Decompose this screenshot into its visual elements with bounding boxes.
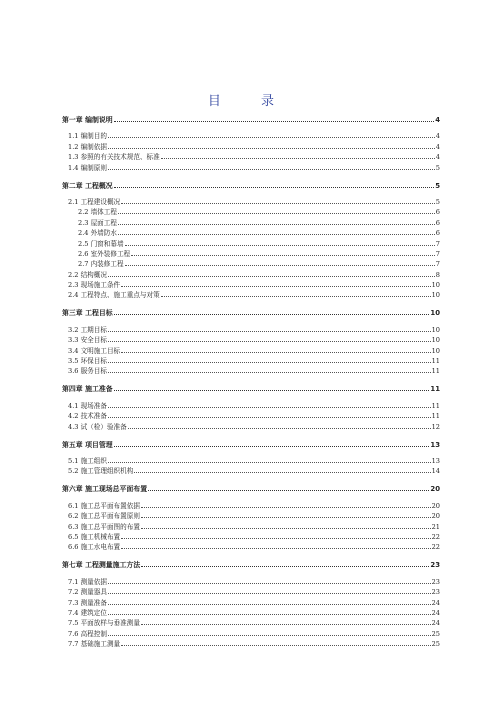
toc-entry-label: 6.6 施工水电布置 — [68, 543, 121, 552]
toc-section-entry[interactable] — [62, 151, 440, 161]
toc-chapter-entry[interactable] — [62, 481, 440, 493]
toc-dot-leader — [114, 314, 430, 315]
toc-section-entry[interactable] — [62, 334, 440, 344]
toc-section-entry[interactable] — [62, 586, 440, 596]
toc-entry-label: 第一章 编制说明 — [62, 116, 113, 124]
toc-page-number: 10 — [431, 291, 440, 300]
toc-dot-leader — [108, 169, 435, 170]
toc-entry-label: 3.4 文明施工目标 — [68, 346, 121, 355]
toc-page-number: 20 — [430, 485, 440, 494]
toc-dot-leader — [148, 490, 429, 491]
toc-page-number: 22 — [431, 532, 440, 541]
toc-page-number: 20 — [431, 512, 440, 521]
toc-entry-label: 7.3 测量准备 — [68, 598, 107, 607]
toc-page-number: 20 — [431, 501, 440, 510]
toc-section-entry[interactable] — [62, 510, 440, 520]
toc-entry-label: 5.1 施工组织 — [68, 456, 107, 465]
toc-dot-leader — [108, 604, 431, 605]
toc-entry-label: 2.6 室外装修工程 — [78, 249, 131, 258]
toc-dot-leader — [114, 121, 435, 122]
toc-dot-leader — [121, 203, 435, 204]
toc-chapter-entry[interactable] — [62, 178, 440, 190]
toc-section-entry[interactable] — [62, 617, 440, 627]
toc-dot-leader — [108, 417, 431, 418]
toc-entry-label: 7.6 高程控制 — [68, 629, 107, 638]
toc-dot-leader — [118, 224, 435, 225]
toc-entry-label: 2.2 墙体工程 — [78, 208, 117, 217]
toc-dot-leader — [118, 234, 435, 235]
toc-page-number: 11 — [431, 367, 440, 376]
toc-section-entry[interactable] — [62, 140, 440, 150]
toc-page-number: 24 — [431, 619, 440, 628]
toc-entry-label: 4.1 现场准备 — [68, 401, 107, 410]
toc-entry-label: 6.2 施工总平面布置原则 — [68, 512, 140, 521]
toc-dot-leader — [125, 265, 435, 266]
toc-entry-label: 1.2 编制依据 — [68, 142, 107, 151]
toc-page-number: 7 — [435, 260, 440, 269]
toc-page-number: 7 — [435, 239, 440, 248]
toc-page-number: 10 — [430, 309, 440, 318]
toc-page-number: 23 — [431, 588, 440, 597]
toc-entry-label: 7.4 建筑定位 — [68, 608, 107, 617]
toc-page-number: 5 — [435, 197, 440, 206]
toc-section-entry[interactable] — [62, 638, 440, 648]
toc-page-number: 11 — [431, 357, 440, 366]
toc-section-entry[interactable] — [62, 455, 440, 465]
toc-entry-label: 第五章 项目管理 — [62, 440, 113, 449]
toc-page-number: 4 — [435, 142, 440, 151]
toc-dot-leader — [108, 614, 431, 615]
toc-page-number: 6 — [435, 229, 440, 238]
toc-entry-label: 第二章 工程概况 — [62, 181, 113, 190]
toc-page-number: 5 — [435, 181, 440, 190]
toc-section-entry[interactable] — [62, 237, 440, 247]
toc-dot-leader — [118, 213, 435, 214]
toc-dot-leader — [108, 341, 431, 342]
toc-page-number: 13 — [431, 456, 440, 465]
toc-dot-leader — [114, 390, 430, 391]
toc-section-entry[interactable] — [62, 355, 440, 365]
toc-section-entry[interactable] — [62, 465, 440, 475]
toc-section-entry[interactable] — [62, 541, 440, 551]
toc-section-entry[interactable] — [62, 596, 440, 606]
toc-entry-label: 6.5 施工机械布置 — [68, 532, 121, 541]
toc-dot-leader — [141, 566, 429, 567]
toc-entry-label: 2.3 屋面工程 — [78, 218, 117, 227]
toc-section-entry[interactable] — [62, 399, 440, 409]
toc-section-entry[interactable] — [62, 420, 440, 430]
toc-section-entry[interactable] — [62, 531, 440, 541]
toc-page-number: 8 — [435, 270, 440, 279]
toc-dot-leader — [108, 148, 435, 149]
toc-page-number: 22 — [431, 543, 440, 552]
toc-page-number: 24 — [431, 598, 440, 607]
toc-entry-label: 第六章 施工现场总平面布置 — [62, 485, 148, 494]
toc-entry-label: 2.7 内装修工程 — [78, 260, 124, 269]
toc-entry-label: 7.1 测量依据 — [68, 577, 107, 586]
toc-page-number: 23 — [430, 561, 440, 570]
toc-dot-leader — [121, 286, 430, 287]
toc-dot-leader — [108, 331, 431, 332]
toc-dot-leader — [121, 548, 430, 549]
toc-section-entry[interactable] — [62, 130, 440, 140]
toc-section-entry[interactable] — [62, 206, 440, 216]
toc-dot-leader — [108, 276, 435, 277]
toc-page-number: 25 — [431, 629, 440, 638]
toc-entry-label: 4.2 技术准备 — [68, 412, 107, 421]
toc-dot-leader — [141, 517, 431, 518]
toc-dot-leader — [108, 137, 435, 138]
toc-page-number: 10 — [431, 346, 440, 355]
toc-section-entry[interactable] — [62, 161, 440, 171]
toc-dot-leader — [108, 372, 431, 373]
toc-page-number: 23 — [431, 577, 440, 586]
toc-dot-leader — [108, 362, 431, 363]
toc-entry-label: 1.1 编制目的 — [68, 132, 107, 141]
toc-entry-label: 第四章 施工准备 — [62, 385, 113, 394]
toc-section-entry[interactable] — [62, 365, 440, 375]
toc-page-number: 4 — [435, 116, 440, 124]
toc-page-number: 5 — [435, 163, 440, 172]
toc-section-entry[interactable] — [62, 323, 440, 333]
toc-entry-label: 第七章 工程测量施工方法 — [62, 561, 141, 570]
toc-chapter-entry[interactable] — [62, 557, 440, 569]
toc-entry-label: 5.2 施工管理组织机构 — [68, 467, 134, 476]
toc-dot-leader — [108, 462, 431, 463]
toc-page-number: 11 — [431, 412, 440, 421]
toc-dot-leader — [141, 528, 431, 529]
toc-entry-label: 6.1 施工总平面布置依据 — [68, 501, 140, 510]
toc-page-number: 6 — [435, 218, 440, 227]
toc-section-entry[interactable] — [62, 258, 440, 268]
toc-chapter-entry[interactable] — [62, 437, 440, 449]
toc-dot-leader — [161, 158, 435, 159]
toc-entry-label: 2.5 门窗和幕墙 — [78, 239, 124, 248]
toc-dot-leader — [121, 352, 430, 353]
toc-page-number: 11 — [431, 401, 440, 410]
toc-dot-leader — [108, 635, 431, 636]
toc-dot-leader — [134, 472, 430, 473]
toc-entry-label: 7.7 基础施工测量 — [68, 640, 121, 649]
toc-entry-label: 6.3 施工总平面图的布置 — [68, 522, 140, 531]
toc-page-number: 10 — [431, 281, 440, 290]
toc-section-entry[interactable] — [62, 248, 440, 258]
toc-page-number: 11 — [430, 385, 440, 394]
toc-page-number: 13 — [430, 440, 440, 449]
toc-dot-leader — [131, 255, 435, 256]
toc-page-number: 4 — [435, 132, 440, 141]
toc-page-number: 12 — [431, 422, 440, 431]
table-of-contents — [62, 112, 440, 648]
toc-section-entry[interactable] — [62, 344, 440, 354]
toc-page-number: 21 — [431, 522, 440, 531]
toc-section-entry[interactable] — [62, 279, 440, 289]
toc-chapter-entry[interactable] — [62, 381, 440, 393]
toc-chapter-entry[interactable] — [62, 305, 440, 317]
toc-entry-label: 2.3 现场施工条件 — [68, 281, 121, 290]
toc-section-entry[interactable] — [62, 607, 440, 617]
toc-entry-label: 2.4 外墙防水 — [78, 229, 117, 238]
toc-entry-label: 3.5 环保目标 — [68, 357, 107, 366]
toc-section-entry[interactable] — [62, 627, 440, 637]
toc-dot-leader — [114, 446, 430, 447]
toc-section-entry[interactable] — [62, 216, 440, 226]
toc-dot-leader — [121, 538, 430, 539]
toc-page-number: 6 — [435, 208, 440, 217]
toc-section-entry[interactable] — [62, 196, 440, 206]
toc-page-number: 10 — [431, 325, 440, 334]
toc-section-entry[interactable] — [62, 520, 440, 530]
toc-dot-leader — [108, 593, 431, 594]
toc-entry-label: 7.2 测量器具 — [68, 588, 107, 597]
toc-dot-leader — [108, 583, 431, 584]
toc-entry-label: 3.3 安全目标 — [68, 336, 107, 345]
toc-entry-label: 4.3 试（检）验准备 — [68, 422, 127, 431]
toc-page-number: 10 — [431, 336, 440, 345]
toc-dot-leader — [141, 624, 431, 625]
toc-page-number: 24 — [431, 608, 440, 617]
toc-page-number: 25 — [431, 640, 440, 649]
toc-entry-label: 1.4 编制原则 — [68, 163, 107, 172]
toc-section-entry[interactable] — [62, 289, 440, 299]
toc-section-entry[interactable] — [62, 410, 440, 420]
toc-dot-leader — [114, 187, 435, 188]
toc-entry-label: 3.2 工期目标 — [68, 325, 107, 334]
toc-dot-leader — [141, 507, 431, 508]
toc-dot-leader — [121, 645, 430, 646]
toc-page-number: 14 — [431, 467, 440, 476]
toc-dot-leader — [108, 407, 431, 408]
toc-entry-label: 1.3 参照的有关技术规范、标准 — [68, 153, 160, 162]
toc-entry-label: 第三章 工程目标 — [62, 309, 113, 318]
toc-entry-label: 2.4 工程特点、施工重点与对策 — [68, 291, 160, 300]
toc-page-number: 7 — [435, 249, 440, 258]
toc-chapter-entry[interactable] — [62, 112, 440, 124]
toc-section-entry[interactable] — [62, 499, 440, 509]
toc-entry-label: 2.2 结构概况 — [68, 270, 107, 279]
toc-section-entry[interactable] — [62, 575, 440, 585]
toc-entry-label: 7.5 平面放样与垂准测量 — [68, 619, 140, 628]
toc-section-entry[interactable] — [62, 268, 440, 278]
toc-title: 目 录 — [207, 94, 293, 109]
toc-dot-leader — [161, 296, 431, 297]
toc-entry-label: 2.1 工程建设概况 — [68, 197, 121, 206]
toc-dot-leader — [125, 245, 435, 246]
toc-entry-label: 3.6 服务目标 — [68, 367, 107, 376]
toc-page-number: 4 — [435, 153, 440, 162]
toc-dot-leader — [128, 428, 431, 429]
toc-section-entry[interactable] — [62, 227, 440, 237]
